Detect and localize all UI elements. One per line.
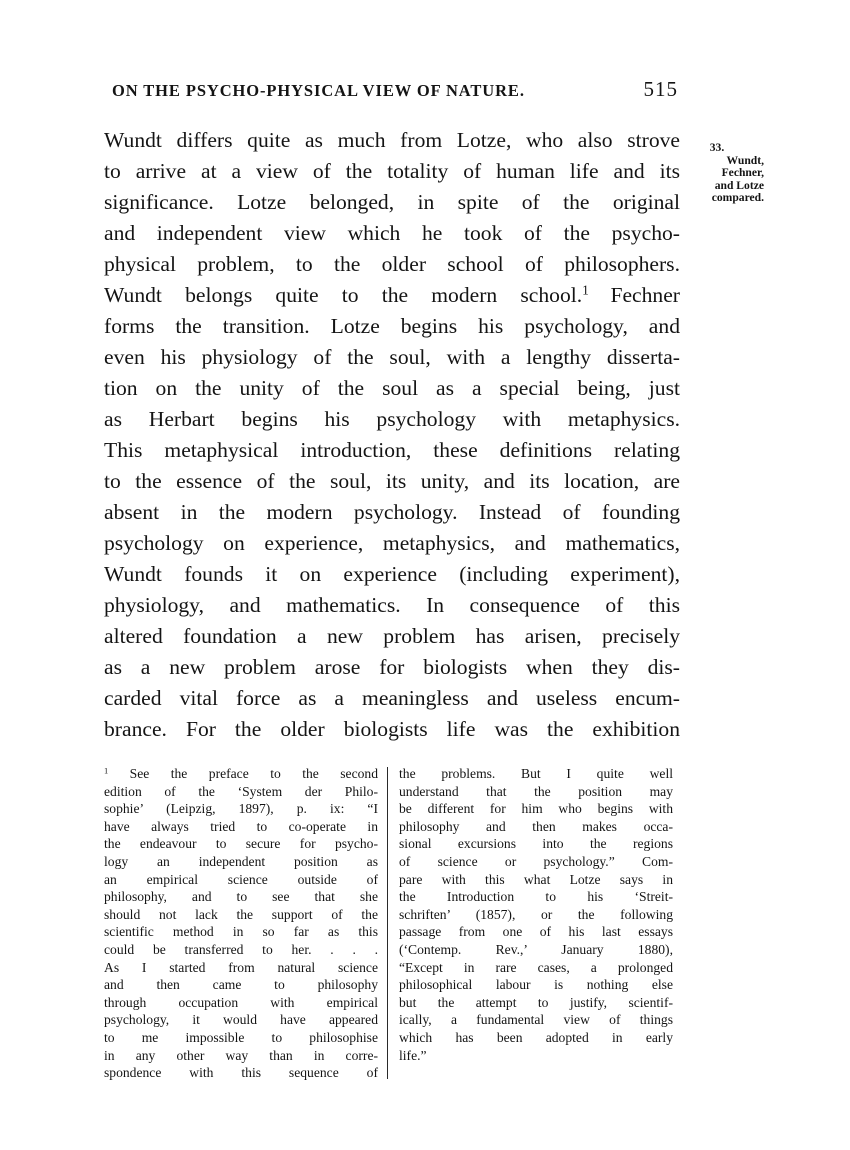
footnote-line: sional excursions into the regions [399,836,673,852]
footnote-line: schriften’ (1857), or the following [399,906,673,922]
footnote-line: but the attempt to justify, scientif- [399,994,673,1010]
footnote-line: the Introduction to his ‘Streit- [399,889,673,905]
body-line: carded vital force as a meaningless and useless encum- [104,686,680,710]
footnote-line: philosophy and then makes occa- [399,818,673,834]
body-line: forms the transition. Lotze begins his psychology, and [104,314,680,338]
footnote-line: philosophy, and to see that she [104,889,378,905]
footnote-line: to me impossible to philosophise [104,1029,378,1045]
footnote-line: ically, a fundamental view of things [399,1012,673,1028]
footnote-line: See the preface to the second [129,766,378,781]
body-line: as a new problem arose for biologists when they dis- [104,655,680,679]
margin-note [684,142,764,205]
footnote-line: psychology, it would have appeared [104,1012,378,1028]
body-line-text: Wundt belongs quite to the modern school. [104,283,583,307]
footnote-line: pare with this what Lotze says in [399,871,673,887]
margin-note-line: Fechner, [721,166,764,179]
footnote-line: of science or psychology.” Com- [399,853,673,869]
footnote-line: which has been adopted in early [399,1029,673,1045]
footnote-line: an empirical science outside of [104,871,378,887]
body-line: Wundt differs quite as much from Lotze, who also strove [104,128,680,152]
footnote-line: (‘Contemp. Rev.,’ January 1880), [399,941,673,957]
footnote-line: should not lack the support of the [104,906,378,922]
footnote-line: spondence with this sequence of [104,1065,378,1081]
body-line-tail: Fechner [588,283,680,307]
footnote-line: scientific method in so far as this [104,924,378,940]
body-line: and independent view which he took of the psycho- [104,221,680,245]
footnote-line: logy an independent position as [104,853,378,869]
footnote-line: could be transferred to her. . . . [104,941,378,957]
body-line: Wundt founds it on experience (including experiment), [104,562,680,586]
footnote-line: life.” [399,1047,427,1063]
footnote-line: passage from one of his last essays [399,924,673,940]
body-line: psychology on experience, metaphysics, and mathematics, [104,531,680,555]
footnote-line: the endeavour to secure for psycho- [104,836,378,852]
footnote-line: be different for him who begins with [399,801,673,817]
section-number: 33. [709,141,725,154]
body-line: significance. Lotze belonged, in spite of the original [104,190,680,214]
body-line: altered foundation a new problem has arisen, precisely [104,624,680,648]
footnote-line: through occupation with empirical [104,994,378,1010]
body-line: physical problem, to the older school of philosophers. [104,252,680,276]
body-line-with-footnote [104,280,680,311]
page-header [112,77,678,102]
body-line: even his physiology of the soul, with a lengthy disserta- [104,345,680,369]
footnote-left-column [104,765,378,1082]
footnote-first-line [104,765,378,783]
footnote-line: philosophical labour is nothing else [399,977,673,993]
footnote-line: As I started from natural science [104,959,378,975]
footnote-area [104,765,680,1085]
footnote-line: in any other way than in corre- [104,1047,378,1063]
body-line: to the essence of the soul, its unity, and its location, are [104,469,680,493]
column-divider [387,767,388,1079]
margin-note-line: Wundt, [726,153,764,167]
footnote-line: sophie’ (Leipzig, 1897), p. ix: “I [104,801,378,817]
footnote-line: the problems. But I quite well [399,766,673,781]
footnote-line: edition of the ‘System der Philo- [104,783,378,799]
footnote-line: have always tried to co-operate in [104,818,378,834]
margin-note-line: and Lotze [714,178,764,192]
footnote-right-column [399,765,673,1064]
footnote-reference: 1 [582,282,589,298]
footnote-marker: 1 [104,765,109,776]
footnote-line: “Except in rare cases, a prolonged [399,959,673,975]
margin-note-line: compared. [711,191,764,204]
body-line: physiology, and mathematics. In consequence of this [104,593,680,617]
body-line: to arrive at a view of the totality of human life and its [104,159,680,183]
body-line: tion on the unity of the soul as a special being, just [104,376,680,400]
body-line: brance. For the older biologists life was the exhibition [104,717,680,741]
body-text [104,125,680,745]
footnote-line: and then came to philosophy [104,977,378,993]
running-head: ON THE PSYCHO-PHYSICAL VIEW OF NATURE. [112,81,525,100]
body-line: This metaphysical introduction, these definitions relating [104,438,680,462]
page-number: 515 [643,77,678,101]
body-line: as Herbart begins his psychology with metaphysics. [104,407,680,431]
body-line: absent in the modern psychology. Instead of founding [104,500,680,524]
footnote-line: understand that the position may [399,783,673,799]
